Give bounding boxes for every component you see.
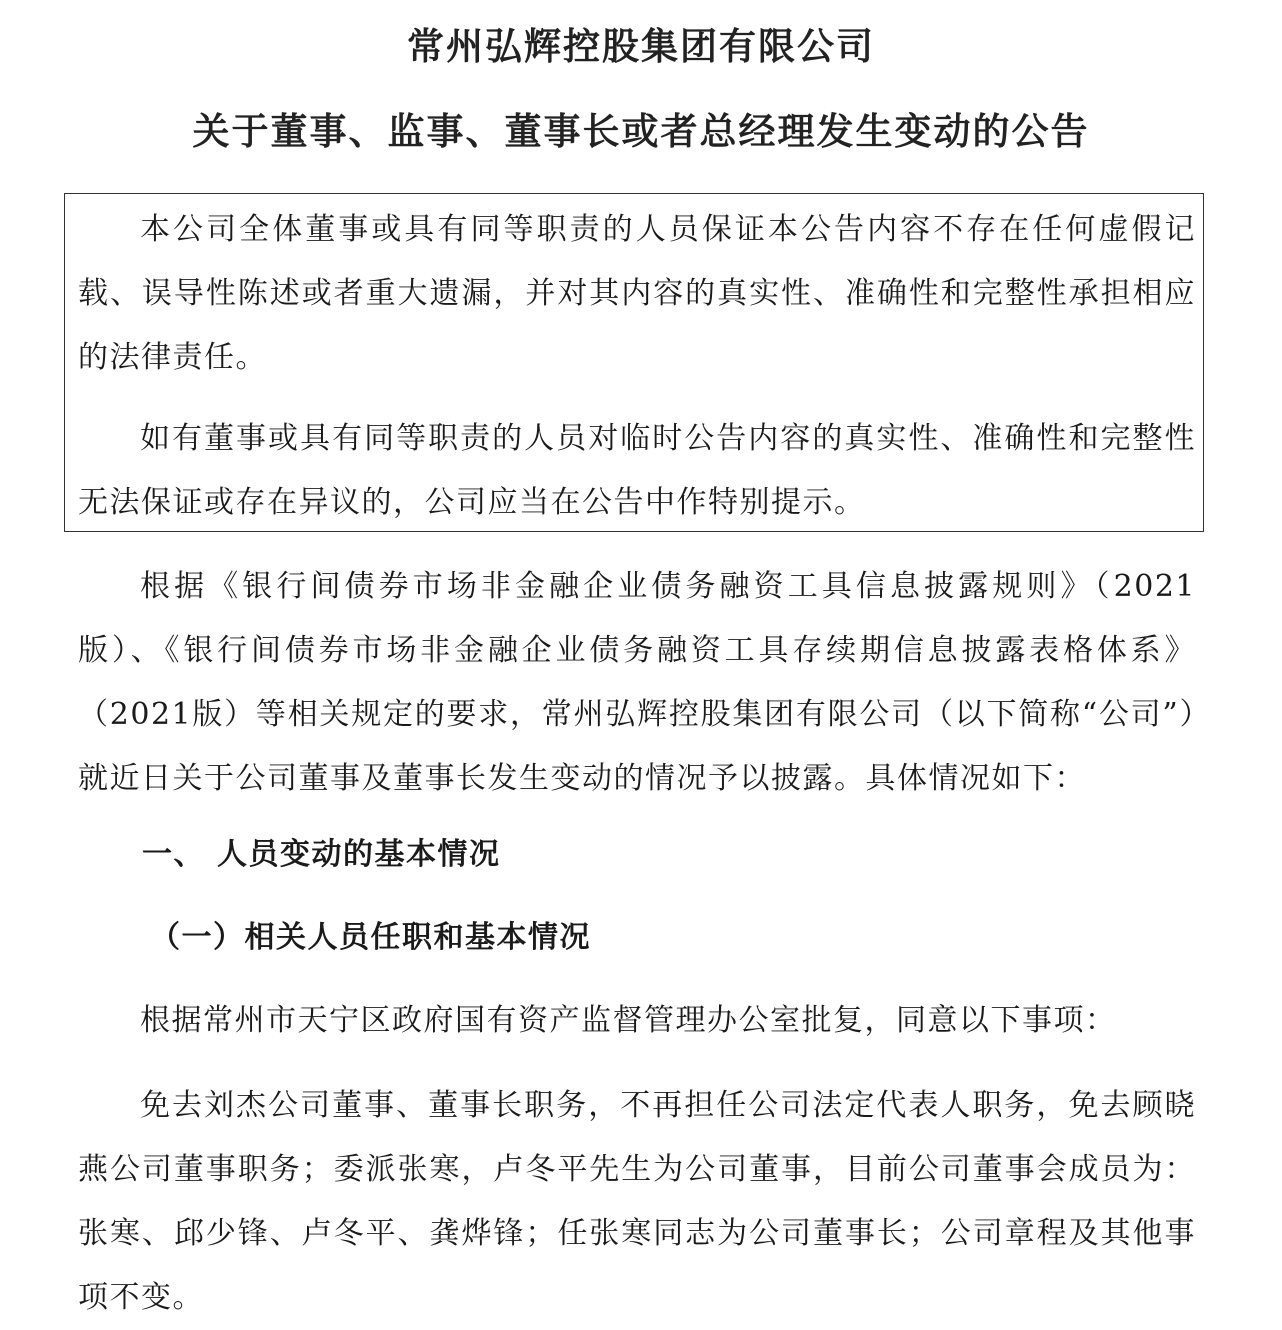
section-heading-1: 一、 人员变动的基本情况 bbox=[142, 837, 501, 872]
subsection-heading-1: （一）相关人员任职和基本情况 bbox=[150, 920, 591, 955]
body-paragraph-changes: 免去刘杰公司董事、董事长职务，不再担任公司法定代表人职务，免去顾晓燕公司董事职务；委派张寒，卢冬平先生为公司董事，目前公司董事会成员为：张寒、邱少锋、卢冬平、龚烨锋；任张寒同志为公司董事长；公司章程及其他事项不变。 bbox=[78, 1088, 1196, 1315]
document-subtitle: 关于董事、监事、董事长或者总经理发生变动的公告 bbox=[192, 110, 1090, 153]
disclaimer-paragraph-2: 如有董事或具有同等职责的人员对临时公告内容的真实性、准确性和完整性无法保证或存在异议的，公司应当在公告中作特别提示。 bbox=[78, 421, 1196, 520]
document-title: 常州弘辉控股集团有限公司 bbox=[407, 25, 875, 68]
body-paragraph-regulation: 根据《银行间债券市场非金融企业债务融资工具信息披露规则》（2021版）、《银行间债券市场非金融企业债务融资工具存续期信息披露表格体系》（2021版）等相关规定的要求，常州弘辉控股集团有限公司（以下简称“公司”）就近日关于公司董事及董事长发生变动的情况予以披露。具体情况如下： bbox=[78, 569, 1196, 796]
disclaimer-paragraph-1: 本公司全体董事或具有同等职责的人员保证本公告内容不存在任何虚假记载、误导性陈述或者重大遗漏，并对其内容的真实性、准确性和完整性承担相应的法律责任。 bbox=[78, 212, 1196, 375]
body-paragraph-approval: 根据常州市天宁区政府国有资产监督管理办公室批复，同意以下事项： bbox=[140, 1003, 1117, 1038]
